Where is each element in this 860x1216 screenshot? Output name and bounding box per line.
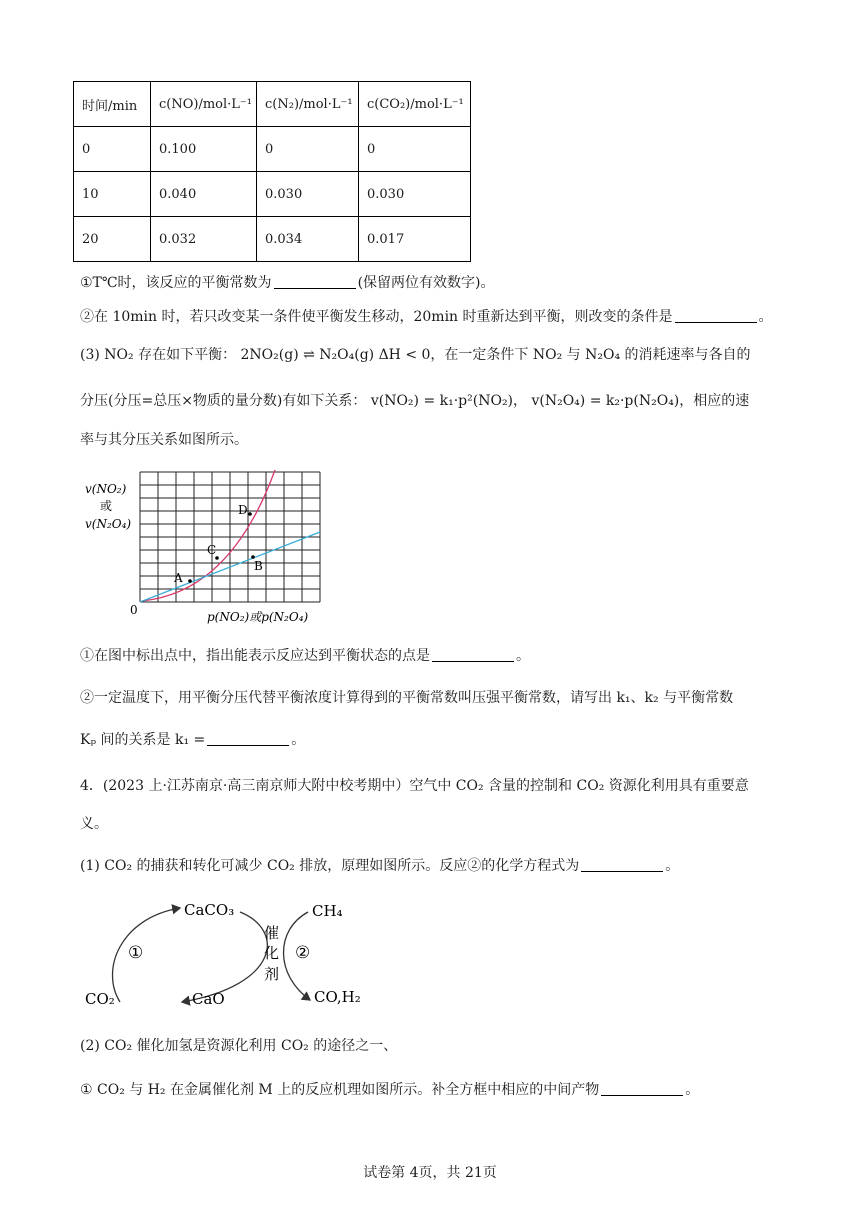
table-row (74, 127, 471, 172)
table-cell: 0.017 (359, 217, 471, 262)
table-cell: 0.100 (151, 127, 257, 172)
table-cell: 0.034 (257, 217, 359, 262)
table-cell: 0 (74, 127, 151, 172)
paragraph-line: (2) CO₂ 催化加氢是资源化利用 CO₂ 的途径之一、 (80, 1038, 398, 1054)
answer-blank[interactable] (601, 1081, 683, 1096)
cycle-arrow-right (182, 912, 267, 1002)
paragraph-line: ②一定温度下，用平衡分压代替平衡浓度计算得到的平衡常数叫压强平衡常数，请写出 k₁、k₂ 与平衡常数 (80, 690, 734, 706)
question-line: ①在图中标出点中，指出能表示反应达到平衡状态的点是 。 (80, 648, 530, 664)
question-line: Kₚ 间的关系是 k₁ = 。 (80, 732, 306, 748)
table-cell: 0 (359, 127, 471, 172)
y-axis-label-mid: 或 (100, 499, 113, 513)
table-header: c(CO₂)/mol·L⁻¹ (359, 82, 471, 127)
x-axis-label: p(NO₂)或p(N₂O₄) (207, 610, 309, 624)
paragraph-line: 分压(分压=总压×物质的量分数)有如下关系： v(NO₂) = k₁·p²(NO₂)， v(N₂O₄) = k₂·p(N₂O₄)，相应的速 (80, 393, 750, 409)
rate-pressure-chart (80, 466, 340, 630)
table-cell: 0 (257, 127, 359, 172)
table-header: c(NO)/mol·L⁻¹ (151, 82, 257, 127)
species-caco3: CaCO₃ (184, 901, 235, 919)
catalyst-char-2: 化 (264, 944, 280, 962)
answer-blank[interactable] (207, 731, 289, 746)
page-footer: 试卷第 4页，共 21页 (363, 1165, 497, 1181)
table-cell: 20 (74, 217, 151, 262)
question-line: (1) CO₂ 的捕获和转化可减少 CO₂ 排放，原理如图所示。反应②的化学方程式为 。 (80, 858, 680, 874)
table-cell: 0.040 (151, 172, 257, 217)
table-cell: 10 (74, 172, 151, 217)
point-label-d: D (238, 503, 248, 517)
chart-grid (140, 472, 320, 602)
y-axis-label-bottom: v(N₂O₄) (85, 517, 132, 531)
species-cao: CaO (192, 990, 225, 1008)
reaction-mark-1: ① (128, 943, 144, 963)
table-header: c(N₂)/mol·L⁻¹ (257, 82, 359, 127)
species-co2: CO₂ (85, 990, 115, 1008)
answer-blank[interactable] (274, 274, 356, 289)
table-cell: 0.030 (257, 172, 359, 217)
point-a-dot (188, 579, 192, 583)
paragraph-line: (3) NO₂ 存在如下平衡： 2NO₂(g) ⇌ N₂O₄(g) ΔH < 0，在一定条件下 NO₂ 与 N₂O₄ 的消耗速率与各自的 (80, 347, 751, 363)
point-d-dot (248, 512, 252, 516)
answer-blank[interactable] (432, 647, 514, 662)
catalyst-char-1: 催 (264, 924, 280, 942)
cycle-arrow-left (113, 908, 181, 1002)
reaction-mark-2: ② (295, 943, 311, 963)
catalyst-char-3: 剂 (264, 965, 280, 983)
answer-blank[interactable] (581, 857, 663, 872)
table-row (74, 172, 471, 217)
table-row (74, 217, 471, 262)
species-ch4: CH₄ (312, 902, 343, 920)
point-label-c: C (207, 543, 217, 557)
paragraph-line: 义。 (80, 816, 108, 832)
species-products: CO,H₂ (314, 988, 361, 1006)
question-line: ① CO₂ 与 H₂ 在金属催化剂 M 上的反应机理如图所示。补全方框中相应的中间产物 。 (80, 1082, 700, 1098)
answer-blank[interactable] (675, 308, 757, 323)
origin-label: 0 (130, 603, 138, 617)
table-cell: 0.032 (151, 217, 257, 262)
paragraph-line: 4．(2023 上·江苏南京·高三南京师大附中校考期中）空气中 CO₂ 含量的控制和 CO₂ 资源化利用具有重要意 (80, 778, 749, 794)
table-header-row (74, 82, 471, 127)
concentration-table (73, 81, 471, 262)
series-curve-no2 (142, 470, 275, 601)
table-header: 时间/min (74, 82, 151, 127)
capture-cycle-diagram (80, 890, 380, 1020)
point-label-a: A (174, 571, 183, 585)
paragraph-line: 率与其分压关系如图所示。 (80, 432, 248, 448)
table-cell: 0.030 (359, 172, 471, 217)
question-line: ①T℃时，该反应的平衡常数为 (保留两位有效数字)。 (80, 275, 495, 291)
y-axis-label-top: v(NO₂) (85, 482, 127, 496)
question-line: ②在 10min 时，若只改变某一条件使平衡发生移动，20min 时重新达到平衡，则改变的条件是 。 (80, 309, 773, 325)
point-label-b: B (254, 559, 263, 573)
